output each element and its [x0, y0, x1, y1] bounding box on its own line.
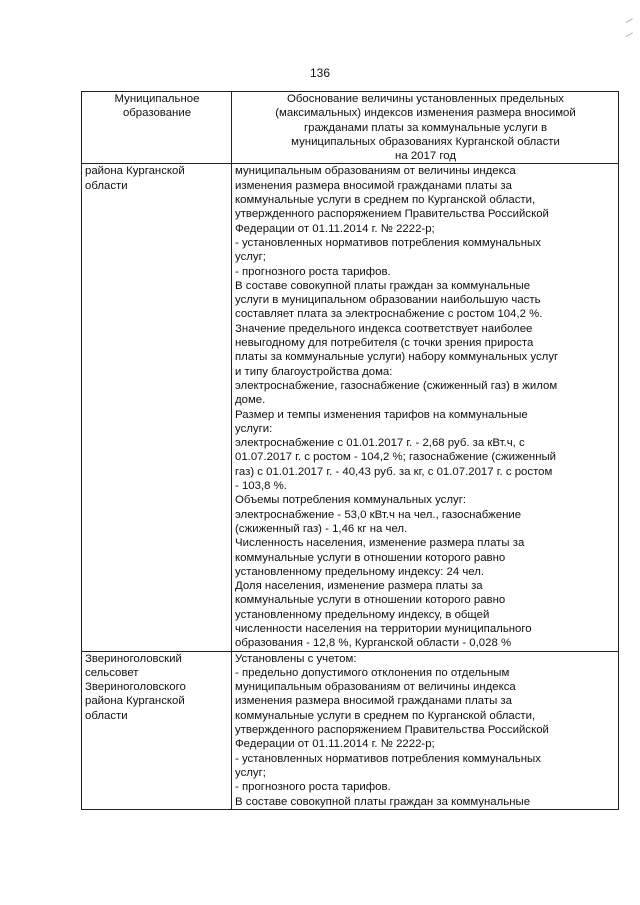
justification-line: муниципальным образованиям от величины индекса: [235, 165, 516, 178]
justification-line: электроснабжение, газоснабжение (сжиженный газ) в жилом: [235, 379, 558, 392]
justification-line: установленному предельному индексу, в общей: [235, 608, 490, 621]
justification-line: - предельно допустимого отклонения по отдельным: [235, 666, 510, 679]
municipality-line: области: [85, 179, 128, 192]
justification-line: доме.: [235, 394, 266, 407]
justification-line: коммунальные услуги в среднем по Курганской области,: [235, 194, 536, 207]
justification-line: - установленных нормативов потребления коммунальных: [235, 752, 541, 765]
table-header-row: [82, 92, 619, 164]
header-justification-line: муниципальных образованиях Курганской области: [291, 135, 560, 148]
justification-line: услуг;: [235, 766, 266, 779]
scan-artifact-mark: [626, 18, 635, 25]
justification-line: электроснабжение с 01.01.2017 г. - 2,68 руб. за кВт.ч, с: [235, 437, 525, 450]
municipality-line: сельсовет: [85, 666, 139, 679]
justification-line: В составе совокупной платы граждан за коммунальные: [235, 795, 531, 808]
municipality-line: Звериноголовского: [85, 681, 186, 694]
justification-line: коммунальные услуги в отношении которого равно: [235, 594, 506, 607]
justification-line: муниципальным образованиям от величины индекса: [235, 681, 516, 694]
justification-line: платы за коммунальные услуги) набору коммунальных услуг: [235, 351, 559, 364]
justification-cell: [232, 651, 619, 809]
municipality-cell: [82, 164, 232, 651]
justification-line: установленному предельному индексу: 24 чел.: [235, 565, 485, 578]
justification-line: (сжиженный газ) - 1,46 кг на чел.: [235, 522, 408, 535]
justification-line: услуги в муниципальном образовании наибольшую часть: [235, 294, 541, 307]
justification-line: услуг;: [235, 251, 266, 264]
justification-line: Значение предельного индекса соответствует наиболее: [235, 322, 533, 335]
tariff-justification-table: [81, 91, 619, 810]
header-justification-line: (максимальных) индексов изменения размера вносимой: [275, 107, 576, 120]
justification-line: утвержденного распоряжением Правительства Российской: [235, 724, 549, 737]
justification-line: услуги:: [235, 422, 273, 435]
justification-line: 01.07.2017 г. с ростом - 104,2 %; газоснабжение (сжиженный: [235, 451, 557, 464]
header-municipality: [82, 92, 232, 164]
justification-cell: [232, 164, 619, 651]
header-municipality-line: Муниципальное: [114, 93, 200, 105]
justification-line: Размер и темпы изменения тарифов на коммунальные: [235, 408, 528, 421]
justification-line: Объемы потребления коммунальных услуг:: [235, 494, 467, 507]
justification-line: и типу благоустройства дома:: [235, 365, 393, 378]
justification-line: составляет плата за электроснабжение с ростом 104,2 %.: [235, 308, 543, 321]
justification-line: Установлены с учетом:: [235, 652, 357, 665]
justification-line: коммунальные услуги в отношении которого равно: [235, 551, 506, 564]
scan-artifact-mark: [626, 32, 635, 39]
page-number: 136: [309, 66, 331, 80]
justification-line: - прогнозного роста тарифов.: [235, 781, 391, 794]
justification-line: Федерации от 01.11.2014 г. № 2222-р;: [235, 222, 435, 235]
municipality-line: района Курганской: [85, 695, 185, 708]
justification-line: газ) с 01.01.2017 г. - 40,43 руб. за кг, с 01.07.2017 г. с ростом: [235, 465, 553, 478]
justification-line: В составе совокупной платы граждан за коммунальные: [235, 279, 531, 292]
justification-line: - 103,8 %.: [235, 480, 287, 493]
justification-line: - установленных нормативов потребления коммунальных: [235, 236, 541, 249]
justification-line: утвержденного распоряжением Правительства Российской: [235, 208, 549, 221]
municipality-cell: [82, 651, 232, 809]
justification-line: - прогнозного роста тарифов.: [235, 265, 391, 278]
justification-line: численности населения на территории муниципального: [235, 622, 532, 635]
header-municipality-line: образование: [122, 107, 192, 120]
justification-line: электроснабжение - 53,0 кВт.ч на чел., газоснабжение: [235, 508, 522, 521]
municipality-line: района Курганской: [85, 165, 185, 178]
municipality-line: области: [85, 709, 128, 722]
table-row: [82, 164, 619, 651]
justification-line: Численность населения, изменение размера платы за: [235, 537, 525, 550]
justification-line: невыгодному для потребителя (с точки зрения прироста: [235, 337, 534, 350]
justification-line: Доля населения, изменение размера платы за: [235, 580, 483, 593]
justification-line: коммунальные услуги в среднем по Курганской области,: [235, 709, 536, 722]
header-justification-line: на 2017 год: [395, 150, 456, 163]
justification-line: изменения размера вносимой гражданами платы за: [235, 179, 512, 192]
justification-line: изменения размера вносимой гражданами платы за: [235, 695, 512, 708]
header-justification: [232, 92, 619, 164]
justification-line: образования - 12,8 %, Курганской области - 0,028 %: [235, 637, 512, 650]
table-row: [82, 651, 619, 809]
header-justification-line: Обоснование величины установленных предельных: [287, 93, 564, 105]
header-justification-line: гражданами платы за коммунальные услуги в: [303, 121, 548, 134]
municipality-line: Звериноголовский: [85, 652, 182, 665]
justification-line: Федерации от 01.11.2014 г. № 2222-р;: [235, 738, 435, 751]
